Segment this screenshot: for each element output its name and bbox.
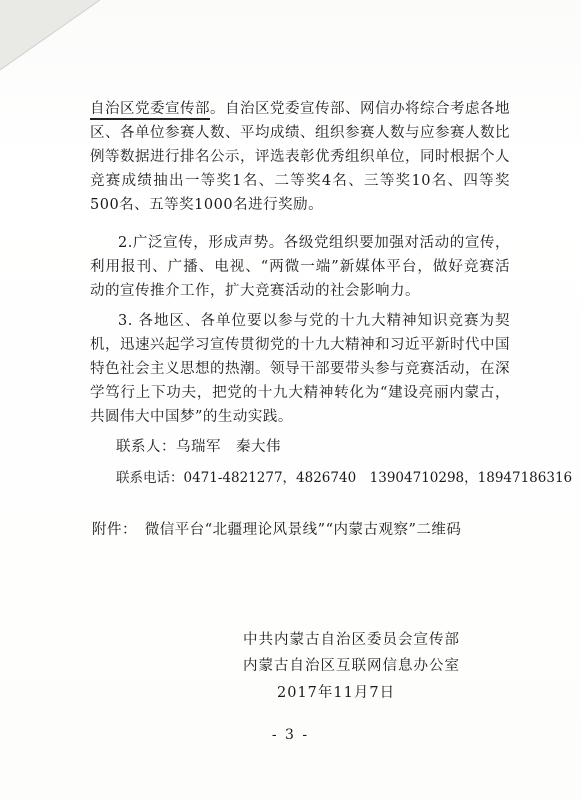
paragraph-awards-text: 。自治区党委宣传部、网信办将综合考虑各地区、各单位参赛人数、平均成绩、组织参赛人数与应参赛人数比例等数据进行排名公示，评选表彰优秀组织单位，同时根据个人竞赛成绩抽出一等奖1名、二等奖4名、三等奖10名、四等奖500名、五等奖1000名进行奖励。: [90, 101, 510, 213]
underlined-department: 自治区党委宣传部: [90, 101, 210, 120]
paragraph-publicity-text: 2.广泛宣传，形成声势。各级党组织要加强对活动的宣传，利用报刊、广播、电视、“两微一端”新媒体平台，做好竞赛活动的宣传推介工作，扩大竞赛活动的社会影响力。: [90, 235, 510, 299]
signature-org-propaganda: 中共内蒙古自治区委员会宣传部: [243, 632, 460, 648]
paragraph-publicity: [90, 231, 510, 303]
paragraph-awards: [90, 97, 510, 217]
signature-org-internet-office: 内蒙古自治区互联网信息办公室: [243, 658, 460, 674]
attachment-line: 附件： 微信平台“北疆理论风景线”“内蒙古观察”二维码: [92, 522, 462, 538]
contact-phone: 联系电话：0471-4821277，4826740 13904710298，18947186316: [116, 470, 573, 486]
contact-people: 联系人：乌瑞军 秦大伟: [116, 439, 281, 455]
signature-date: 2017年11月7日: [277, 685, 396, 701]
page-number: - 3 -: [271, 727, 310, 743]
paragraph-study: [90, 309, 510, 429]
paragraph-study-text: 3. 各地区、各单位要以参与党的十九大精神知识竞赛为契机，迅速兴起学习宣传贯彻党的十九大精神和习近平新时代中国特色社会主义思想的热潮。领导干部要带头参与竞赛活动，在深学笃行上下功夫，把党的十九大精神转化为“建设亮丽内蒙古，共圆伟大中国梦”的生动实践。: [90, 313, 510, 425]
page-fold-shadow: [0, 0, 110, 80]
